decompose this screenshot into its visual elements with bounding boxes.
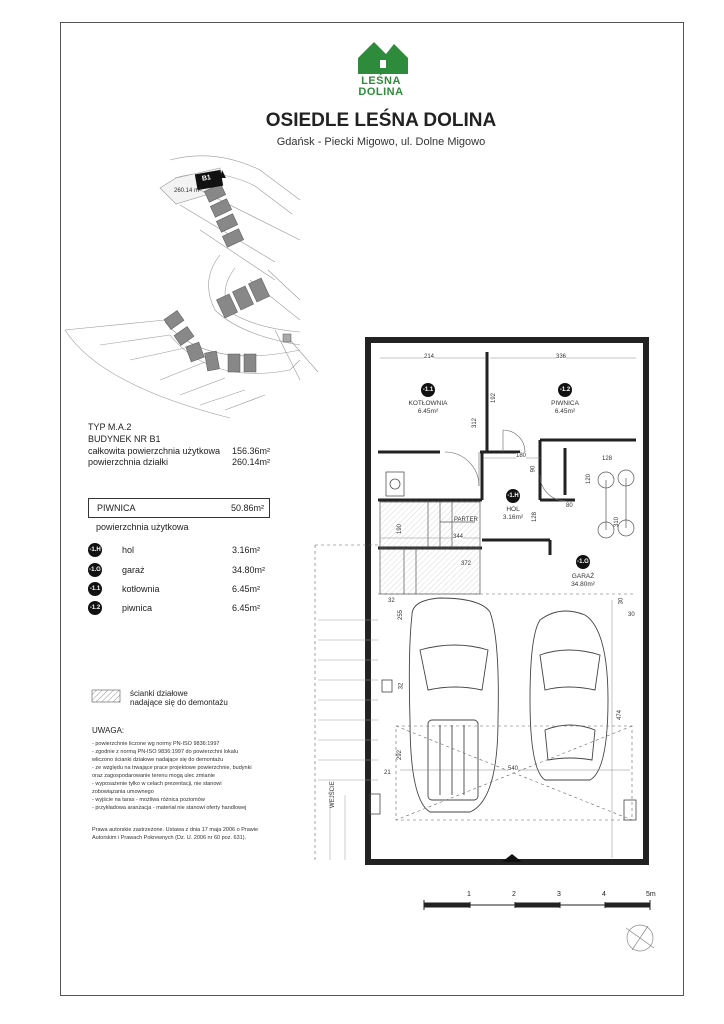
logo-line-1: LEŚNA [361, 75, 401, 87]
plan-room-area: 34.80m² [571, 581, 595, 588]
plan-room-name: HOL [506, 506, 520, 513]
site-map-plot-area: 260.14 m² [174, 188, 202, 194]
notes-heading: UWAGA: [92, 726, 125, 735]
room-area: 3.16m² [232, 545, 261, 555]
plan-room-area: 6.45m² [417, 408, 439, 415]
room-name: hol [122, 545, 135, 555]
plan-room-area: 3.16m² [502, 514, 524, 521]
scale-tick-label: 5m [646, 891, 656, 898]
site-map-building-label: B1 [201, 174, 212, 183]
plan-entrance-label: WEJŚCIE [330, 781, 336, 808]
plan-badge-garaz: -1.G [576, 555, 590, 569]
plan-room-name: KOTŁOWNIA [408, 400, 448, 407]
total-area-value: 156.36m² [232, 446, 271, 456]
plan-badge-hol: -1.H [506, 489, 520, 503]
scale-tick-label: 3 [557, 891, 561, 898]
floor-plan [315, 340, 646, 862]
dimension-label: 80 [566, 503, 573, 509]
plan-badge-kotlownia: -1.1 [421, 383, 435, 397]
notes-list [92, 740, 252, 812]
plot-area-value: 260.14m² [232, 457, 271, 467]
room-code-badge: -1.1 [88, 582, 102, 596]
room-code-badge: -1.G [88, 563, 102, 577]
scale-tick-label: 4 [602, 891, 606, 898]
dimension-label: 336 [556, 354, 567, 360]
dimension-label: 192 [491, 392, 498, 404]
compass-icon [626, 925, 654, 951]
copyright-line-2: Autorskim i Prawach Pokrewnych (Dz. U. 2006 nr 60 poz. 631). [92, 835, 247, 841]
note-item: zobowiązania umownego [92, 789, 154, 795]
hatch-legend-line-1: ścianki działowe [130, 689, 188, 698]
note-item: wliczono ścianki działowe nadające się do demontażu [92, 757, 224, 763]
note-item: - zgodnie z normą PN-ISO 9836:1997 do powierzchni lokalu [92, 749, 239, 755]
scale-bar [424, 900, 650, 910]
room-area: 6.45m² [232, 584, 261, 594]
page-subtitle: Gdańsk - Piecki Migowo, ul. Dolne Migowo [276, 136, 486, 148]
room-area: 6.45m² [232, 603, 261, 613]
scale-tick-label: 2 [512, 891, 516, 898]
unit-building: BUDYNEK NR B1 [88, 434, 161, 444]
plan-parter-label: PARTER [454, 517, 478, 523]
logo-line-2: DOLINA [358, 86, 404, 98]
dimension-label: 128 [532, 511, 539, 523]
dimension-label: 344 [453, 534, 464, 540]
dimension-label: 32 [398, 682, 405, 690]
dimension-label: 214 [424, 354, 435, 360]
dimension-label: 372 [461, 561, 472, 567]
dimension-label: 128 [602, 456, 613, 462]
page-title: OSIEDLE LEŚNA DOLINA [265, 110, 497, 131]
hatch-legend-line-2: nadające się do demontażu [130, 698, 228, 707]
room-name: kotłownia [122, 584, 160, 594]
note-item: - ze względu na trwające prace projektowe powierzchnie, budynki [92, 765, 252, 771]
plan-badge-piwnica: -1.2 [558, 383, 572, 397]
plan-room-garaz [553, 573, 613, 589]
plan-room-name: GARAŻ [571, 573, 595, 580]
note-item: - przykładowa aranżacja - materiał nie stanowi oferty handlowej [92, 805, 247, 811]
plan-room-kotlownia [398, 400, 458, 416]
room-area: 34.80m² [232, 565, 266, 575]
dimension-label: 30 [618, 597, 625, 605]
plan-room-area: 6.45m² [554, 408, 576, 415]
total-area-label: całkowita powierzchnia użytkowa [88, 446, 221, 456]
dimension-label: 190 [397, 523, 404, 535]
note-item: - wyjście na taras - możliwa różnica poziomów [92, 797, 205, 803]
note-item: - powierzchnie liczone wg normy PN-ISO 9836:1997 [92, 741, 220, 747]
dimension-label: 180 [516, 453, 527, 459]
site-map [65, 156, 318, 418]
copyright-line-1: Prawa autorskie zastrzeżone. Ustawa z dnia 17 maja 2006 o Prawie [92, 827, 259, 833]
dimension-label: 292 [397, 749, 404, 761]
dimension-label: 32 [388, 598, 395, 604]
hatch-legend-text [130, 689, 228, 707]
logo-wordmark [352, 76, 410, 98]
dimension-label: 90 [530, 465, 537, 473]
dimension-label: 310 [614, 516, 621, 528]
dimension-label: 255 [398, 609, 405, 621]
dimension-label: 21 [384, 770, 391, 776]
floor-name: PIWNICA [97, 503, 136, 513]
dimension-label: 540 [508, 766, 519, 772]
plan-room-piwnica [535, 400, 595, 416]
room-name: garaż [122, 565, 145, 575]
dimension-label: 312 [472, 417, 479, 429]
usable-area-label: powierzchnia użytkowa [96, 522, 189, 532]
floor-summary-box [88, 498, 270, 518]
plan-room-name: PIWNICA [551, 400, 579, 407]
hatch-legend-swatch [92, 690, 120, 702]
logo-house-icon [358, 42, 408, 74]
copyright-notice [92, 826, 258, 842]
note-item: oraz zagospodarowanie terenu mogą ulec zmianie [92, 773, 215, 779]
plot-area-label: powierzchnia działki [88, 457, 169, 467]
floor-area: 50.86m² [231, 503, 265, 513]
room-code-badge: -1.H [88, 543, 102, 557]
dimension-label: 30 [628, 612, 635, 618]
room-name: piwnica [122, 603, 153, 613]
dimension-label: 120 [586, 473, 593, 485]
unit-type: TYP M.A.2 [88, 422, 132, 432]
dimension-label: 474 [617, 709, 624, 721]
note-item: - wyposażenie tylko w celach prezentacji, nie stanowi [92, 781, 222, 787]
scale-tick-label: 1 [467, 891, 471, 898]
room-code-badge: -1.2 [88, 601, 102, 615]
